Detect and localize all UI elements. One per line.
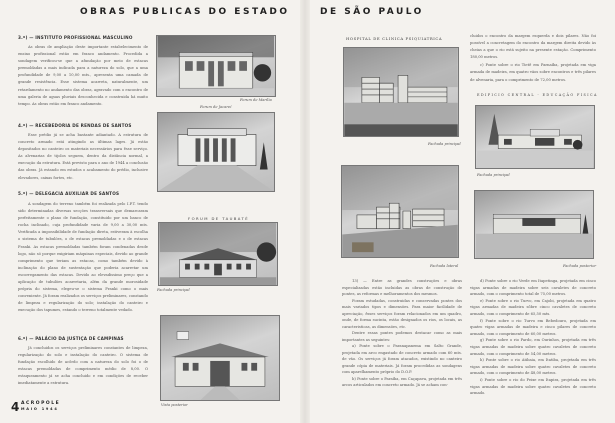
- bridge-d: d) Ponte sobre o rio Verde em Itapetinga, projetada em cinco vigas armadas de madeira sobre seis cavaletes de concreto armado, com o comprimento total de 75,00 metros.: [470, 279, 596, 297]
- edificio-heading: EDIFICIO CENTRAL - EDUCAÇÃO FISICA: [477, 93, 598, 97]
- section-4-heading: 4.º) — RECEBEDORIA DE RENDAS DE SANTOS: [18, 123, 132, 128]
- recebedoria-drawing: [157, 112, 275, 192]
- edificio-principal-drawing: [475, 105, 595, 169]
- issue-date: MAIO 1944: [21, 407, 59, 411]
- section-3-text: As obras de ampliação deste importante estabelecimento de ensino profissional estão em franco andamento. Procedida a sondagem verificou-se que a afundação por meio de estacas premoldadas a mais indicada para a natureza do solo, que a uma profundidade de 9,00 a 10,00 mts., apresenta uma camada de grande resistência. Esse sistema acarreta, naturalmente, um retardamento no andamento das obras, agravado com o encontro de uma galeria de aguas pluviais desconhecida e construida há muito tempo. As obras estão em franco andamento.: [18, 45, 148, 106]
- caption-fachada-principal-taubate: Fachada principal: [157, 288, 190, 292]
- magazine-name: ACROPOLE: [21, 401, 61, 406]
- section-6-text: Já concluidos os serviços preliminares constantes de limpeza, regularização do solo e instalação do canteiro. O sistema de fundação escolhido de acôrdo com a natureza do solo foi o de estacas premoldadas de comprimento médio de 8,00. O estaqueamento já se acha concluido e em condições de receber imediatamente a estrutura.: [18, 346, 148, 386]
- caption-edificio-fachada-principal: Fachada principal: [477, 173, 510, 177]
- page-gutter: [300, 0, 310, 423]
- caption-vista-posterior: Vista posterior: [161, 403, 188, 407]
- bridges-intro: 13) — Entre as grandes construções e obras especializadas estão incluidas as obras de construção de pontes, as reformas e melhoramentos dos mesmos.: [342, 279, 462, 296]
- caption-hospital-fachada-principal: Fachada principal: [428, 142, 461, 146]
- edificio-posterior-drawing: [474, 190, 594, 259]
- bridge-b: b) Ponte sobre o Paraíba, em Caçapava, projetada em três arcos articulados em concreto armado. Já se acham con-: [342, 376, 462, 387]
- section-4-body: [18, 132, 148, 183]
- bridge-g: g) Ponte sobre o rio Pardo, em Ourinhos, projetada em três vigas armadas de madeira sobre quatro cavaletes de concreto armado, com o comprimento de 54,00 metros.: [470, 338, 596, 356]
- bridge-f: f) Ponte sobre o rio Turvo em Bebedouro, projetada em quatro vigas armadas de madeira e cinco pilares de concreto armado, com o comprimento de 60,00 metros.: [470, 318, 596, 336]
- hospital-heading: HOSPITAL DE CLINICA PSIQUIATRICA: [346, 36, 443, 41]
- forum-marilia-drawing: [156, 35, 276, 97]
- caption-hospital-fachada-lateral: Fachada lateral: [430, 264, 459, 268]
- bridge-c: c) Ponte sobre o rio Tietê em Parnaíba, projetada em viga armada de madeira, em quatro vãos sobre encontros e três pilares de alvenaria, para o comprimento de 72,00 metros.: [470, 63, 596, 82]
- bridge-e: e) Ponte sobre o rio Turvo, em Cajobi, projetada em quatro vigas armadas de madeira sôbre cinco cavaletes de concreto armado, com o comprimento de 65,50 mts.: [470, 298, 596, 316]
- section-5-heading: 5.º) — DELEGACIA AUXILIAR DE SANTOS: [18, 191, 120, 196]
- bridge-a: a) Ponte sobre o Paranapanema em Salto Grande, projetada em arco engastado de concreto armado com 60 mts. de vão. Os serviços já foram atacados, existindo no canteiro grande cópia de materiais. Já foram procedidas as sondagens com aparelhamento próprio do D.O.P.: [342, 344, 462, 374]
- caption-edificio-fachada-posterior: Fachada posterior: [563, 264, 597, 268]
- page-title-right: DE SÃO PAULO: [320, 7, 424, 17]
- section-3-body: [18, 44, 148, 116]
- section-6-heading: 6.º) — PALÁCIO DA JUSTIÇA DE CAMPINAS: [18, 336, 124, 341]
- caption-forum-taubate: FORUM DE TAUBATÉ: [188, 216, 250, 221]
- bridge-b-continued: cluidos o encontro da margem esquerda e dois pilares. Não foi possível a concretagem do encontro da margem direita devido às cheias a que o rio está sujeito na presente estação. Comprimento 180,00 metros.: [470, 34, 596, 60]
- palacio-justica-drawing: [160, 315, 280, 401]
- bridges-column-1: [342, 278, 462, 389]
- bridges-continued-text: [470, 33, 596, 83]
- forum-taubate-drawing: [158, 222, 278, 286]
- section-5-body: [18, 201, 148, 324]
- page-number: 4: [11, 400, 20, 414]
- bridge-h: h) Ponte sobre o rio Atibaia, em Itatiba, projetada em três vigas armadas de madeira sobre quatro cavaletes de concreto armado, com o comprimento de 48,00 metros.: [470, 358, 596, 376]
- section-3-heading: 3.º) — INSTITUTO PROFISSIONAL MASCULINO: [18, 35, 133, 40]
- bridges-studied: Foram estudadas, construidas e conservadas pontes dos mais variados tipos e dimensões. Para maior facilidade de apreciação, êsses serviços foram relacionados em um quadro, onde, de forma sucinta, estão designados os rios, os locais, as caracteristicas, as dimensões, etc.: [342, 298, 462, 329]
- bridge-i: i) Ponte sobre o rio do Peixe em Itapira, projetada em três vigas armadas de madeira sobre quatro cavaletes de concreto armado.: [470, 377, 596, 396]
- section-6-body: [18, 345, 148, 390]
- caption-forum-marilia: Forum de Marília: [240, 98, 272, 102]
- hospital-lateral-drawing: [341, 165, 459, 258]
- section-5-text: A sondagem do terreno também foi realizada pelo I.P.T. tendo sido determinadas diversas secções transversais que demarcaram perfeitamente o plano de fundação, constituido por um banco de rocha inclinado, cuja profundidade varia de 9,00 a 30,00 mts. Verificada a impossibilidade de fundação direta, estiveram à escolha o sistema de tubulões, o de estacas premoldadas e o de estacas Franki. As estacas premoldadas também foram condenadas desde logo, não só porque exigiriam máquinas especiais, devido ao grande comprimento que teriam as estacas, como também devido à inclinação do plano de sustentação que poderia acarretar um escorregamento das estacas. Devido ao elevadissimo preço que a aplicação de tubulões acarretaria, além da grande morosidade própria do sistema, elegeu-se o sistema Franki como o mais conveniente. Já foram realizados os serviços preliminares, constando de limpeza e regularização do solo; instalação do canteiro e execução dos tapumes, estando o terreno totalmente vedado.: [18, 202, 148, 313]
- hospital-main-drawing: [343, 47, 459, 137]
- section-4-text: Esse prédio já se acha bastante adiantado. A estrutura de concreto armado está atingindo as últimas lages. Já estão depositados no canteiro os materiais necessários para êsse serviço. As alvenarias de tijolos seguem, dentro da distância normal, a execução da estrutura. Está previsto para o ano de 1944 a conclusão das obras. Já estando em estudos o acabamento do prédio, inclusive elevadores, caixas fortes, etc.: [18, 133, 148, 180]
- bridges-column-2: [470, 278, 596, 397]
- bridges-highlight: Dentre essas pontes podemos destacar como as mais importantes as seguintes:: [342, 331, 462, 342]
- caption-forum-jacarei: Forum de Jacareí: [200, 105, 232, 109]
- page-title-left: OBRAS PUBLICAS DO ESTADO: [80, 7, 290, 17]
